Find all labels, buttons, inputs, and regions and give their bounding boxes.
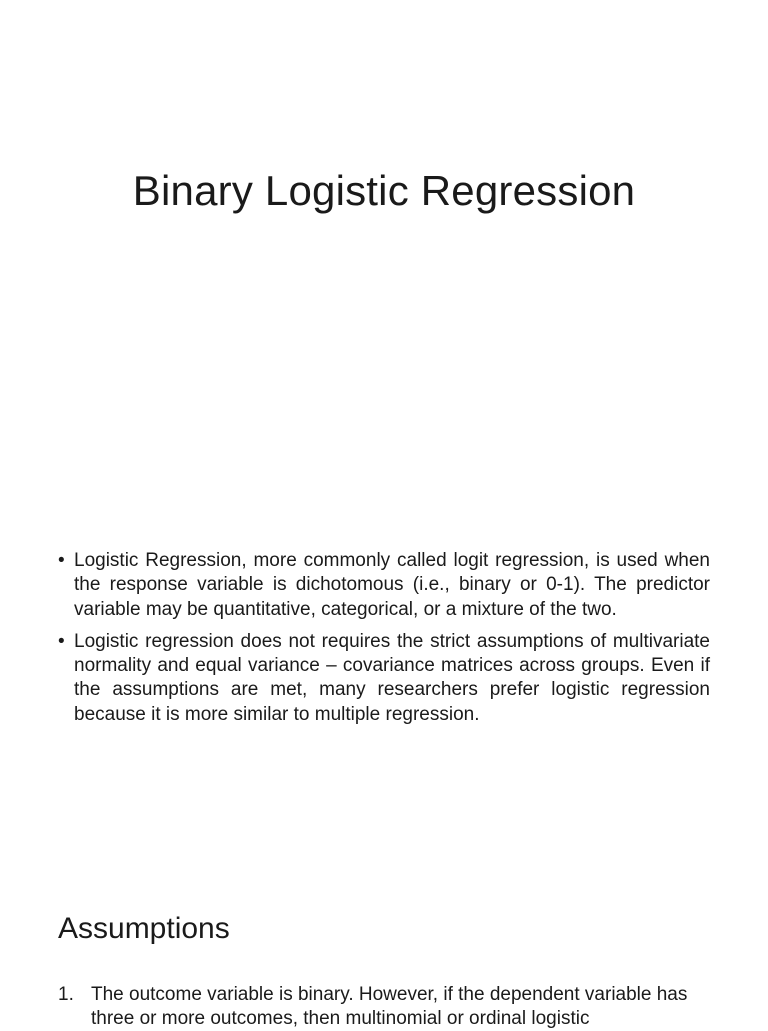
- bullet-text: Logistic regression does not requires the strict assumptions of multivariate normality and equal variance – covariance matrices across groups. Even if the assumptions are met, many researchers prefer logistic regression because it is more similar to multiple regression.: [74, 630, 710, 725]
- bullet-list: [58, 549, 710, 735]
- bullet-text: Logistic Regression, more commonly called logit regression, is used when the response variable is dichotomous (i.e., binary or 0-1). The predictor variable may be quantitative, categorical, or a mixture of the two.: [74, 550, 710, 620]
- bullet-marker: •: [58, 550, 65, 571]
- item-text: The outcome variable is binary. However, if the dependent variable has three or more outcomes, then multinomial or ordinal logistic: [91, 984, 688, 1029]
- item-number: 1.: [58, 984, 74, 1005]
- slide-title: Binary Logistic Regression: [132, 167, 636, 214]
- bullet-marker: •: [58, 630, 65, 652]
- bullet-item: [58, 549, 710, 622]
- section-heading-assumptions: Assumptions: [58, 912, 230, 945]
- bullet-item: [58, 630, 710, 727]
